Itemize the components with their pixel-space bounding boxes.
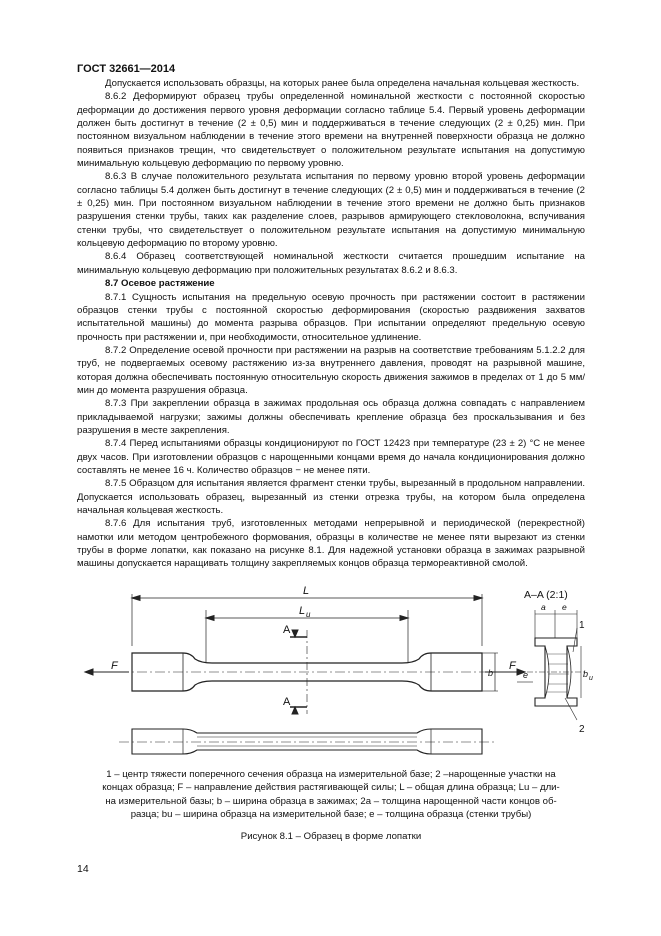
document-header: ГОСТ 32661—2014 xyxy=(77,63,176,75)
paragraph: 8.7.1 Сущность испытания на предельную осевую прочность при растяжении состоит в растяжении образцов стенки трубы с постоянной скоростью деформирования (скоростью раздвижения захватов испытательной машины) до момента разрыва образцов. При испытании определяют предельную осевую прочность при растяжении и, при необходимости, относительное удлинение. xyxy=(77,291,585,343)
paragraph: 8.6.3 В случае положительного результата испытания по первому уровню второй уровень деформации согласно таблицы 5.4 должен быть достигнут в течение следующих (2 ± 0,5) мин и поддерживаться в течение (2 ± 0,25) мин. При постоянном визуальном наблюдении в течение этого времени не должно быть признаков разрушения стенки трубы, таких как разделение слоев, разрывов армирующего стекловолокна, вспучивания стенки трубы, что свидетельствует о положительном результате испытания на допустимую минимальную кольцевую деформацию по второму уровню. xyxy=(77,171,585,250)
body-text xyxy=(77,77,585,571)
paragraph: 8.6.2 Деформируют образец трубы определенной номинальной жесткости с постоянной скоростью деформации до достижения первого уровня деформации согласно таблице 5.4. Первый уровень деформации должен быть достигнут в течение (2 ± 0,5) мин и поддерживаться в течение следующих (2 ± 0,25) мин. При постоянном визуальном наблюдении в течение этого времени на внутренней поверхности образца не должно появиться признаков трещин, что свидетельствует о положительном результате испытания на допустимую минимальную кольцевую деформацию по первому уровню. xyxy=(77,91,585,170)
paragraph: 8.7.5 Образцом для испытания является фрагмент стенки трубы, вырезанный в продольном направлении. Допускается использовать образец, вырезанный из стенки отрезка трубы, на котором была определена начальная кольцевая жесткость. xyxy=(77,478,585,516)
label-F-right: F xyxy=(509,660,516,672)
legend-line: разца; bu – ширина образца на измерительной базе; e – толщина образца (стенки трубы) xyxy=(130,809,532,821)
label-num-1: 1 xyxy=(579,620,585,631)
section-title: A–A (2:1) xyxy=(524,589,568,601)
label-A-bottom: A xyxy=(283,696,291,708)
paragraph: 8.7.6 Для испытания труб, изготовленных методами непрерывной и периодической (перекрестной) намотки или методом центробежного формования, образцы в количестве не менее пяти вырезают из стенки трубы в форме лопатки, как показано на рисунке 8.1. Для надежной установки образца в зажимах разрывной машины допускается наращивать толщину закрепляемых концов образца термореактивной смолой. xyxy=(77,518,585,570)
label-bu: b xyxy=(583,669,589,679)
paragraph: 8.7.4 Перед испытаниями образцы кондиционируют по ГОСТ 12423 при температуре (23 ± 2) °С не менее двух часов. При изготовлении образцов с нарощенными концами время до начала кондиционирования должно составлять не менее 16 ч. Количество образцов − не менее пяти. xyxy=(77,438,585,476)
label-e-top: e xyxy=(562,602,567,612)
legend-line: концах образца; F – направление действия растягивающей силы; L – общая длина образца; Lu – дли- xyxy=(102,782,560,794)
label-num-2: 2 xyxy=(579,724,585,735)
label-L: L xyxy=(303,585,310,597)
specimen-drawing-svg xyxy=(77,582,597,762)
legend-line: на измерительной базы; b – ширина образца в зажимах; 2a – толщина нарощенной части концов об- xyxy=(105,795,557,807)
label-F-left: F xyxy=(111,660,118,672)
figure-caption: Рисунок 8.1 – Образец в форме лопатки xyxy=(240,831,422,842)
paragraph: 8.6.4 Образец соответствующей номинальной жесткости считается прошедшим испытание на минимальную кольцевую деформацию при положительных результатах 8.6.2 и 8.6.3. xyxy=(77,251,585,276)
paragraph: 8.7.3 При закреплении образца в зажимах продольная ось образца должна совпадать с направлением прикладываемой нагрузки; зажимы должны обеспечивать крепление образца без проскальзывания и без разрушения в месте закрепления. xyxy=(77,398,585,436)
label-A-top: A xyxy=(283,624,291,636)
label-Lu: L xyxy=(299,605,306,617)
label-b: b xyxy=(488,668,494,678)
paragraph: 8.7.2 Определение осевой прочности при растяжении на разрыв на соответствие требованиям 5.1.2.2 для труб, не подвергаемых осевому растяжению из-за внутреннего давления, проводят на разрывной машине, которая должна обеспечивать постоянную относительную скорость движения зажимов в пределах от 1 до 5 мм/мин до момента разрушения образца. xyxy=(77,344,585,396)
legend-line: 1 – центр тяжести поперечного сечения образца на измерительной базе; 2 –нарощенные участки на xyxy=(106,769,556,780)
section-heading: 8.7 Осевое растяжение xyxy=(105,278,215,290)
label-a: a xyxy=(541,602,546,612)
figure-legend xyxy=(77,768,585,822)
figure-specimen-drawing xyxy=(77,582,597,762)
label-e-mid: e xyxy=(523,670,529,680)
label-bu-subscript: u xyxy=(589,675,593,682)
page-number: 14 xyxy=(77,863,89,875)
label-Lu-subscript: u xyxy=(306,610,311,619)
paragraph: Допускается использовать образцы, на которых ранее была определена начальная кольцевая жесткость. xyxy=(105,78,580,89)
